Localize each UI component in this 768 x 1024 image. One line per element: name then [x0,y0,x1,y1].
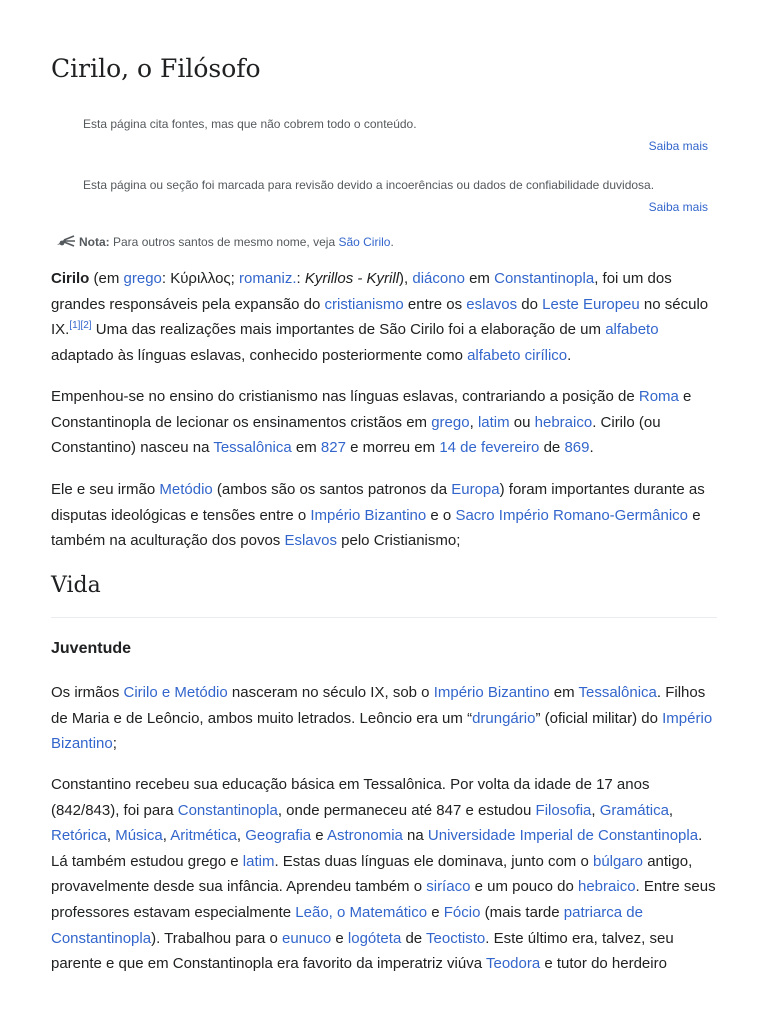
wiki-link[interactable]: Aritmética [170,827,237,845]
wiki-link[interactable]: romaniz. [238,270,297,287]
wiki-link[interactable]: Europa [451,481,500,498]
text-run: ), [399,270,413,287]
wiki-link[interactable]: cristianismo [324,295,404,313]
text-run: entre os [403,295,467,313]
wiki-link[interactable]: Constantinopla [177,801,278,819]
wiki-link[interactable]: latim [477,413,510,431]
text-run: (mais tarde [480,903,564,921]
wiki-link[interactable]: alfabeto [605,321,659,339]
text-run: . Entre seus professores estavam especialmente [51,878,716,921]
text-run: . Cirilo (ou Constantino) nasceu na [51,413,661,457]
wiki-link[interactable]: eslavos [466,295,518,313]
wiki-link[interactable]: Império Bizantino [51,709,713,753]
text-run: e também na aculturação dos povos [51,506,701,550]
italic-text: Kyrillos - Kyrill [304,270,400,287]
wiki-link[interactable]: Leão, o Matemático [295,903,428,921]
wiki-link[interactable]: Eslavos [284,532,337,550]
text-run: , [591,801,600,819]
wiki-link[interactable]: logóteta [347,929,402,947]
subsection-heading: Juventude [51,640,132,657]
text-run: e [331,929,348,947]
wiki-link[interactable]: Teodora [485,955,541,973]
text-run: em [549,684,579,701]
notice-text: Esta página ou seção foi marcada para revisão devido a incoerências ou dados de confiabilidade duvidosa. [83,178,655,192]
text-run: do [517,295,543,313]
disambiguation-icon [56,235,76,247]
text-run: Ele e seu irmão [51,481,160,498]
body-paragraph [51,680,721,757]
text-run: e morreu em [345,439,440,457]
text-run: e Constantinopla de lecionar os ensinamentos cristãos em [51,388,692,431]
text-run: nasceram no século IX, sob o [227,684,434,701]
text-run: . [589,439,594,457]
wiki-link[interactable]: 827 [320,439,346,457]
text-run: e um pouco do [470,878,578,896]
text-run: Constantino recebeu sua educação básica em Tessalônica. Por volta da idade de 17 anos (842/843), foi para [51,776,650,819]
wiki-link[interactable]: Tessalônica [213,439,292,457]
wiki-link[interactable]: siríaco [426,878,471,896]
hatnote-link[interactable]: São Cirilo [338,235,391,249]
wiki-link[interactable]: Gramática [599,801,669,819]
hatnote-text: Para outros santos de mesmo nome, veja [109,235,339,249]
wiki-link[interactable]: Fócio [443,903,481,921]
text-run: e tutor do herdeiro [540,955,667,973]
notice-review [83,178,708,218]
wiki-link[interactable]: Leste Europeu [542,295,640,313]
wiki-link[interactable]: Império Bizantino [310,506,427,524]
notice-citations [83,117,708,157]
page-title: Cirilo, o Filósofo [51,54,261,83]
text-run: e o [426,506,456,524]
text-run: . Filhos de Maria e de Leôncio, ambos muito letrados. Leôncio era um “ [51,684,706,727]
text-run: em [464,270,495,287]
text-run: antigo, provavelmente desde sua infância. Aprendeu também o [51,852,693,896]
text-run: e [311,827,327,845]
wiki-link[interactable]: grego [431,413,470,431]
learn-more-link[interactable]: Saiba mais [648,200,708,214]
wiki-link[interactable]: grego [123,270,162,287]
wiki-link[interactable]: Cirilo e Metódio [123,684,228,701]
text-run: ” (oficial militar) do [535,709,663,727]
text-run: de [539,439,565,457]
body-paragraph [51,772,721,977]
wiki-link[interactable]: Geografia [245,827,312,845]
intro-paragraph [51,477,721,554]
hatnote-label: Nota: [79,235,110,249]
wiki-link[interactable]: Tessalônica [578,684,657,701]
text-run: . Lá também estudou grego e [51,827,703,870]
text-run: , foi um dos grandes responsáveis pela expansão do [51,270,672,313]
wiki-link[interactable]: Música [115,827,163,845]
text-run: . Estas duas línguas ele dominava, junto com o [274,852,593,870]
notice-text: Esta página cita fontes, mas que não cobrem todo o conteúdo. [83,117,417,131]
wiki-link[interactable]: eunuco [282,929,332,947]
text-run: ). Trabalhou para o [151,929,282,947]
text-run: , [469,413,478,431]
wiki-link[interactable]: Retórica [51,827,107,845]
learn-more-link[interactable]: Saiba mais [648,139,708,153]
wiki-link[interactable]: alfabeto cirílico [467,346,568,364]
text-run: ; [112,735,117,753]
wiki-link[interactable]: 14 de fevereiro [439,439,540,457]
text-run: : [296,270,305,287]
wiki-link[interactable]: 869 [564,439,590,457]
text-run: Empenhou-se no ensino do cristianismo nas línguas eslavas, contrariando a posição de [51,388,639,405]
intro-paragraph [51,384,721,461]
bold-text: Cirilo [51,270,90,287]
text-run: : Κύριλλος; [161,270,239,287]
wiki-link[interactable]: Império Bizantino [433,684,550,701]
hatnote [56,235,394,249]
text-run: . [567,346,572,364]
text-run: , [668,801,674,819]
wiki-link[interactable]: latim [242,852,275,870]
wiki-link[interactable]: hebraico [578,878,636,896]
text-run: (em [89,270,124,287]
wiki-link[interactable]: Metódio [159,481,213,498]
text-run: em [291,439,321,457]
text-run: na [402,827,428,845]
text-run: de [401,929,427,947]
text-run: ou [509,413,535,431]
text-run: no século IX. [51,295,709,339]
hatnote-end: . [390,235,394,249]
text-run: ) foram importantes durante as disputas ideológicas e tensões entre o [51,481,705,524]
text-run: pelo Cristianismo; [337,532,461,550]
text-run: adaptado às línguas eslavas, conhecido posteriormente como [51,346,468,364]
section-heading: Vida [51,573,101,598]
wiki-link[interactable]: Roma [638,388,679,405]
text-run: , [106,827,116,845]
wiki-link[interactable]: Constantinopla [494,270,595,287]
wiki-link[interactable]: drungário [472,709,536,727]
wiki-link[interactable]: Astronomia [327,827,403,845]
wiki-link[interactable]: Teoctisto [426,929,486,947]
reference-link[interactable]: [1] [69,320,81,332]
wiki-link[interactable]: búlgaro [592,852,644,870]
wiki-link[interactable]: hebraico [534,413,593,431]
reference-link[interactable]: [2] [80,320,92,332]
text-run: Os irmãos [51,684,124,701]
text-run: (ambos são os santos patronos da [212,481,452,498]
wiki-link[interactable]: diácono [412,270,465,287]
text-run: , onde permaneceu até 847 e estudou [277,801,536,819]
intro-paragraph [51,266,721,368]
section-divider [51,617,717,618]
wiki-link[interactable]: Sacro Império Romano-Germânico [455,506,689,524]
text-run: Uma das realizações mais importantes de São Cirilo foi a elaboração de um [91,321,606,339]
text-run: . Este último era, talvez, seu parente e que em Constantinopla era favorito da imperatriz viúva [51,929,674,973]
wiki-link[interactable]: patriarca de Constantinopla [51,903,643,947]
text-run: , [162,827,171,845]
text-run: , [236,827,246,845]
wiki-link[interactable]: Filosofia [535,801,592,819]
wiki-link[interactable]: Universidade Imperial de Constantinopla [427,827,699,845]
text-run: e [427,903,444,921]
